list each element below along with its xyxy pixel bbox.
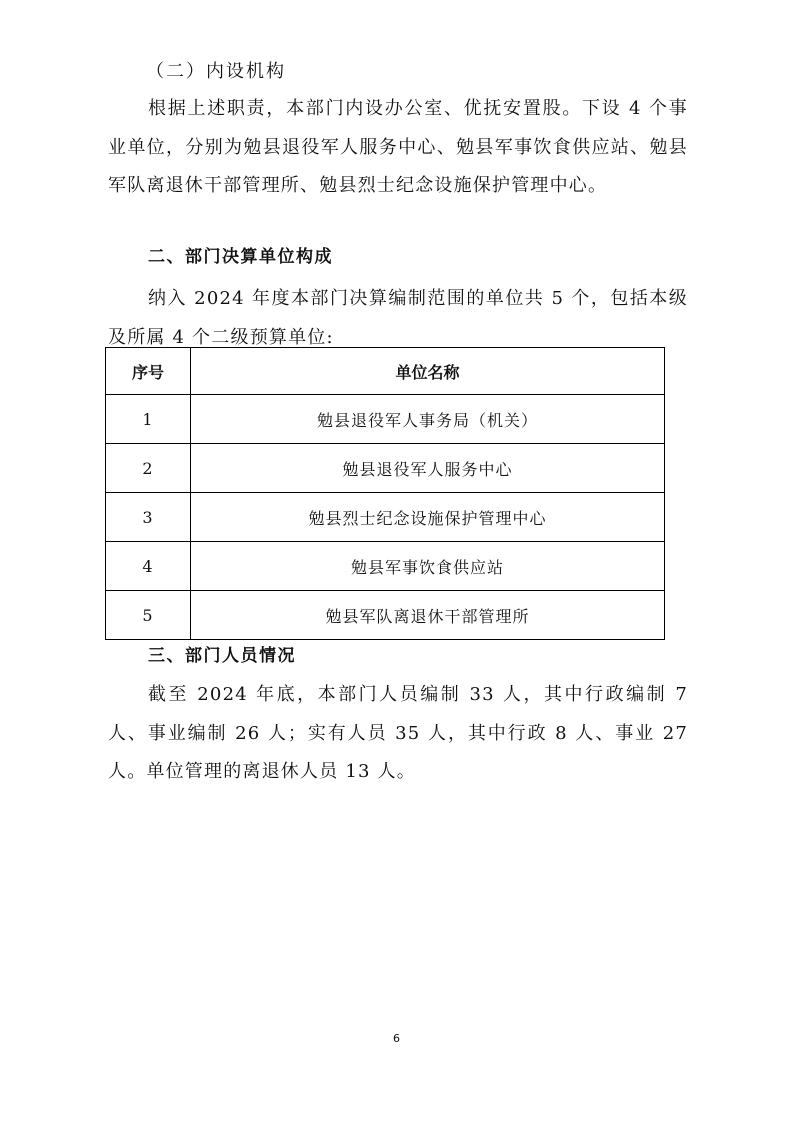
- row-unit-name: 勉县退役军人服务中心: [191, 444, 665, 493]
- row-serial-number: 1: [106, 395, 191, 444]
- section-2-paragraph: 纳入 2024 年度本部门决算编制范围的单位共 5 个，包括本级及所属 4 个二级预算单位:: [108, 288, 688, 348]
- row-unit-name: 勉县烈士纪念设施保护管理中心: [191, 493, 665, 542]
- page-number: 6: [393, 1032, 400, 1045]
- row-unit-name: 勉县军队离退休干部管理所: [191, 591, 665, 640]
- table-row: [106, 493, 665, 542]
- row-serial-number: 3: [106, 493, 191, 542]
- table-row: [106, 591, 665, 640]
- table-row: [106, 542, 665, 591]
- row-serial-number: 2: [106, 444, 191, 493]
- row-unit-name: 勉县退役军人事务局（机关）: [191, 395, 665, 444]
- row-serial-number: 4: [106, 542, 191, 591]
- header-serial-number: 序号: [106, 348, 191, 395]
- table-header-row: [106, 348, 665, 395]
- row-unit-name: 勉县军事饮食供应站: [191, 542, 665, 591]
- section-3-heading: 三、部门人员情况: [148, 646, 296, 666]
- table-row: [106, 395, 665, 444]
- table-row: [106, 444, 665, 493]
- subsection-heading: （二）内设机构: [146, 61, 286, 82]
- header-unit-name: 单位名称: [191, 348, 665, 395]
- section-2-heading: 二、部门决算单位构成: [148, 247, 333, 267]
- budget-units-table: [105, 347, 665, 640]
- subsection-paragraph: 根据上述职责，本部门内设办公室、优抚安置股。下设 4 个事业单位，分别为勉县退役军人服务中心、勉县军事饮食供应站、勉县军队离退休干部管理所、勉县烈士纪念设施保护管理中心。: [108, 98, 688, 196]
- section-3-paragraph: 截至 2024 年底，本部门人员编制 33 人，其中行政编制 7 人、事业编制 26 人；实有人员 35 人，其中行政 8 人、事业 27 人。单位管理的离退休人员 13 人。: [108, 684, 688, 782]
- row-serial-number: 5: [106, 591, 191, 640]
